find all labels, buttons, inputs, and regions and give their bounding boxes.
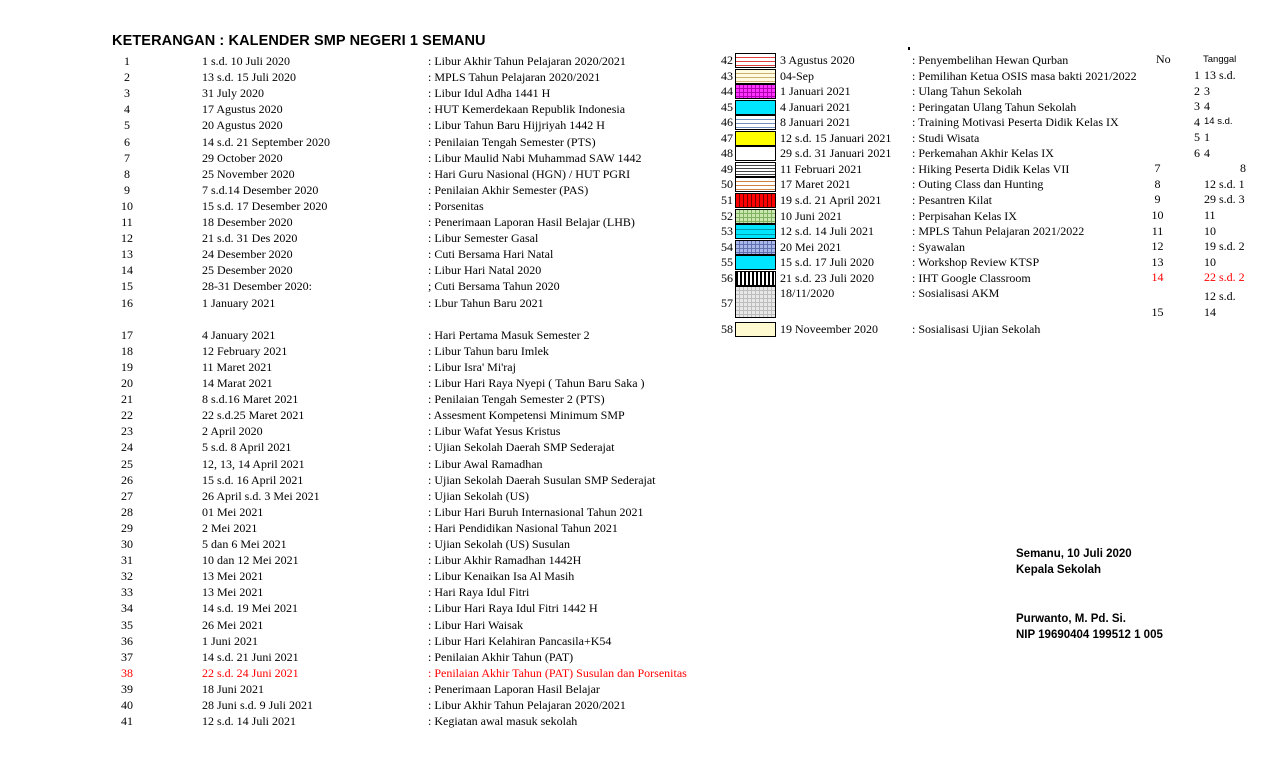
row-number-secondary: 1: [1194, 68, 1200, 82]
row-number-secondary: 5: [1194, 130, 1200, 145]
item-number: 24: [121, 440, 133, 455]
item-date: 28-31 Desember 2020:: [202, 279, 312, 294]
item-number: 40: [121, 698, 133, 712]
legend-number: 54: [721, 239, 733, 254]
item-date: 31 July 2020: [202, 86, 265, 101]
item-number: 18: [121, 343, 133, 358]
row-number-secondary: 2: [1194, 83, 1200, 98]
item-date: 10 dan 12 Mei 2021: [202, 553, 299, 568]
row-number: 9: [1154, 192, 1161, 207]
item-number: 17: [121, 327, 133, 342]
item-number: 8: [124, 166, 130, 181]
item-number: 9: [124, 182, 130, 197]
item-date: 2 Mei 2021: [202, 520, 258, 535]
legend-number: 49: [721, 161, 733, 176]
item-description: : Libur Tahun baru Imlek: [428, 343, 549, 358]
legend-description: : Peringatan Ulang Tahun Sekolah: [912, 99, 1077, 114]
item-description: : Libur Hari Raya Nyepi ( Tahun Baru Saka ): [428, 376, 645, 390]
row-number-secondary: 3: [1194, 99, 1200, 114]
item-number: 15: [121, 279, 133, 294]
legend-date: 29 s.d. 31 Januari 2021: [780, 146, 892, 161]
legend-swatch: [735, 162, 776, 177]
item-number: 23: [121, 424, 133, 439]
item-number: 2: [124, 70, 130, 85]
legend-date: 04-Sep: [780, 68, 814, 83]
column-header-no: No: [1156, 52, 1171, 66]
item-number: 1: [124, 54, 130, 68]
item-description: : Libur Idul Adha 1441 H: [428, 86, 551, 101]
item-description: : Penilaian Akhir Tahun (PAT): [428, 649, 574, 664]
signature-name: Purwanto, M. Pd. Si.: [1016, 613, 1126, 625]
legend-description: : Syawalan: [912, 239, 965, 254]
item-number: 36: [121, 633, 133, 648]
item-number: 19: [121, 359, 133, 374]
item-date: 1 Juni 2021: [202, 633, 259, 648]
item-number: 12: [121, 231, 133, 246]
legend-swatch: [735, 224, 776, 239]
legend-number: 47: [721, 130, 733, 145]
item-number: 13: [121, 247, 133, 262]
item-date: 25 Desember 2020: [202, 263, 293, 278]
item-date: 14 Marat 2021: [202, 376, 273, 390]
item-date: 12, 13, 14 April 2021: [202, 456, 305, 471]
item-description: : Libur Hari Natal 2020: [428, 263, 542, 278]
column-header-tanggal: Tanggal: [1203, 54, 1237, 65]
item-number: 14: [121, 263, 133, 278]
item-description: : Penilaian Akhir Semester (PAS): [428, 182, 589, 197]
legend-description: : Pemilihan Ketua OSIS masa bakti 2021/2022: [912, 68, 1137, 83]
legend-date: 17 Maret 2021: [780, 177, 851, 192]
item-date: 21 s.d. 31 Des 2020: [202, 231, 298, 246]
page-title: KETERANGAN : KALENDER SMP NEGERI 1 SEMANU: [112, 33, 486, 49]
legend-description: : Workshop Review KTSP: [912, 255, 1040, 270]
item-description: : Libur Hari Buruh Internasional Tahun 2021: [428, 504, 644, 519]
item-number: 34: [121, 601, 133, 616]
row-date: 14: [1204, 305, 1216, 319]
legend-number: 52: [721, 208, 733, 223]
legend-number: 44: [721, 84, 733, 99]
item-number: 27: [121, 488, 133, 503]
item-date: 15 s.d. 16 April 2021: [202, 472, 304, 487]
item-date: 14 s.d. 21 September 2020: [202, 134, 330, 149]
item-description: : Ujian Sekolah (US): [428, 488, 529, 503]
legend-description: : Penyembelihan Hewan Qurban: [912, 53, 1069, 67]
legend-number: 42: [721, 53, 733, 67]
legend-date: 8 Januari 2021: [780, 115, 851, 130]
legend-swatch: [735, 240, 776, 255]
legend-swatch: [735, 255, 776, 270]
legend-date: 15 s.d. 17 Juli 2020: [780, 255, 875, 270]
legend-swatch: [735, 100, 776, 115]
row-date: 22 s.d. 2: [1204, 270, 1245, 285]
item-description: : Ujian Sekolah (US) Susulan: [428, 537, 570, 551]
row-number: 13: [1151, 254, 1164, 269]
item-number: 20: [121, 376, 133, 390]
item-date: 24 Desember 2020: [202, 247, 293, 262]
row-date: 12 s.d. 1: [1204, 176, 1245, 191]
legend-date: 18/11/2020: [780, 286, 835, 301]
item-description: : Assesment Kompetensi Minimum SMP: [428, 408, 625, 423]
item-number: 25: [121, 456, 133, 471]
legend-date: 3 Agustus 2020: [780, 53, 855, 67]
item-date: 13 Mei 2021: [202, 585, 264, 600]
legend-swatch: [735, 177, 776, 192]
item-number: 10: [121, 198, 133, 213]
legend-number: 50: [721, 177, 733, 192]
legend-description: : Perpisahan Kelas IX: [912, 208, 1017, 223]
row-number: 8: [1154, 176, 1161, 191]
item-date: 14 s.d. 19 Mei 2021: [202, 601, 298, 616]
legend-swatch: [735, 271, 776, 286]
legend-description: : Sosialisasi AKM: [912, 286, 1000, 301]
legend-description: : Training Motivasi Peserta Didik Kelas IX: [912, 115, 1119, 130]
item-number: 21: [121, 392, 133, 407]
item-description: : Libur Hari Kelahiran Pancasila+K54: [428, 633, 612, 648]
item-date: 8 s.d.16 Maret 2021: [202, 392, 299, 407]
legend-swatch: [735, 193, 776, 208]
item-date: 22 s.d.25 Maret 2021: [202, 408, 305, 423]
legend-swatch: [735, 286, 776, 318]
row-date: 29 s.d. 3: [1204, 192, 1245, 207]
item-description: : MPLS Tahun Pelajaran 2020/2021: [428, 70, 601, 85]
item-description: : Penilaian Tengah Semester 2 (PTS): [428, 392, 605, 407]
legend-description: : Pesantren Kilat: [912, 193, 992, 207]
legend-number: 45: [721, 99, 733, 114]
legend-number: 46: [721, 115, 733, 130]
item-number: 7: [124, 150, 130, 165]
item-description: : Libur Akhir Ramadhan 1442H: [428, 553, 582, 568]
row-number-secondary: 6: [1194, 145, 1200, 160]
legend-swatch: [735, 146, 776, 161]
legend-number: 55: [721, 255, 733, 270]
item-description: : Libur Isra' Mi'raj: [428, 359, 516, 374]
item-description: : Hari Pendidikan Nasional Tahun 2021: [428, 520, 618, 535]
legend-number: 53: [721, 224, 733, 239]
legend-date: 12 s.d. 15 Januari 2021: [780, 130, 892, 145]
item-description: : Ujian Sekolah Daerah Susulan SMP Sederajat: [428, 472, 656, 487]
signature-place-date: Semanu, 10 Juli 2020: [1016, 548, 1132, 560]
legend-swatch: [735, 69, 776, 84]
row-date: 13 s.d.: [1204, 68, 1236, 82]
legend-description: : Perkemahan Akhir Kelas IX: [912, 146, 1054, 161]
item-description: : Libur Hari Raya Idul Fitri 1442 H: [428, 601, 598, 616]
item-date: 4 January 2021: [202, 327, 276, 342]
item-number: 30: [121, 537, 133, 551]
item-date: 26 Mei 2021: [202, 617, 264, 632]
legend-swatch: [735, 115, 776, 130]
legend-swatch: [735, 322, 776, 337]
item-description: ; Cuti Bersama Tahun 2020: [428, 279, 560, 294]
row-number: 14: [1151, 270, 1164, 285]
item-number: 32: [121, 569, 133, 584]
legend-number: 51: [721, 193, 733, 207]
legend-description: : IHT Google Classroom: [912, 270, 1031, 285]
legend-number: 56: [721, 270, 733, 285]
legend-swatch: [735, 131, 776, 146]
row-number-secondary: 4: [1194, 114, 1200, 129]
row-date: 12 s.d.: [1204, 289, 1236, 303]
item-description: : Libur Semester Gasal: [428, 231, 539, 246]
signature-nip: NIP 19690404 199512 1 005: [1016, 629, 1163, 641]
signature-position: Kepala Sekolah: [1016, 564, 1102, 576]
item-number: 41: [121, 714, 133, 729]
row-date: 10: [1204, 254, 1216, 269]
item-date: 7 s.d.14 Desember 2020: [202, 182, 319, 197]
legend-description: : Hiking Peserta Didik Kelas VII: [912, 161, 1070, 176]
legend-date: 21 s.d. 23 Juli 2020: [780, 270, 875, 285]
row-number: 15: [1151, 305, 1164, 319]
item-date: 13 s.d. 15 Juli 2020: [202, 70, 297, 85]
item-description: : Libur Tahun Baru Hijjriyah 1442 H: [428, 118, 605, 133]
legend-date: 19 Noveember 2020: [780, 322, 878, 336]
item-date: 2 April 2020: [202, 424, 263, 439]
item-description: : Lbur Tahun Baru 2021: [428, 295, 544, 310]
item-description: : Penerimaan Laporan Hasil Belajar (LHB): [428, 215, 635, 229]
item-date: 26 April s.d. 3 Mei 2021: [202, 488, 320, 503]
item-number: 5: [124, 118, 130, 133]
item-number: 16: [121, 295, 133, 310]
legend-date: 4 Januari 2021: [780, 99, 851, 114]
legend-number: 58: [721, 322, 733, 336]
item-description: : HUT Kemerdekaan Republik Indonesia: [428, 102, 626, 117]
item-date: 1 January 2021: [202, 295, 276, 310]
item-date: 12 s.d. 14 Juli 2021: [202, 714, 297, 729]
item-date: 14 s.d. 21 Juni 2021: [202, 649, 299, 664]
legend-date: 12 s.d. 14 Juli 2021: [780, 224, 875, 239]
item-date: 29 October 2020: [202, 150, 283, 165]
legend-description: : Studi Wisata: [912, 130, 980, 145]
item-number: 31: [121, 553, 133, 568]
item-date: 11 Maret 2021: [202, 359, 273, 374]
legend-swatch: [735, 209, 776, 224]
legend-date: 11 Februari 2021: [780, 161, 863, 176]
item-description: : Libur Awal Ramadhan: [428, 456, 543, 471]
row-date: 19 s.d. 2: [1204, 239, 1245, 254]
item-date: 18 Desember 2020: [202, 215, 293, 229]
item-description: : Penilaian Tengah Semester (PTS): [428, 134, 596, 149]
item-description: : Libur Hari Waisak: [428, 617, 524, 632]
row-number: 10: [1151, 208, 1164, 222]
item-description: : Hari Guru Nasional (HGN) / HUT PGRI: [428, 166, 631, 181]
legend-date: 1 Januari 2021: [780, 84, 851, 99]
item-number: 33: [121, 585, 133, 600]
item-description: : Penilaian Akhir Tahun (PAT) Susulan dan Porsenitas: [428, 665, 687, 680]
item-date: 1 s.d. 10 Juli 2020: [202, 54, 291, 68]
item-number: 28: [121, 504, 133, 519]
legend-description: : Ulang Tahun Sekolah: [912, 84, 1022, 99]
item-number: 37: [121, 649, 133, 664]
item-date: 17 Agustus 2020: [202, 102, 283, 117]
item-date: 13 Mei 2021: [202, 569, 264, 584]
row-date: 1: [1204, 130, 1210, 145]
legend-number: 57: [721, 296, 733, 311]
legend-number: 48: [721, 146, 733, 161]
item-number: 3: [124, 86, 130, 101]
item-date: 5 s.d. 8 April 2021: [202, 440, 292, 455]
item-description: : Libur Maulid Nabi Muhammad SAW 1442: [428, 150, 642, 165]
row-date: 4: [1204, 99, 1210, 114]
item-number: 6: [124, 134, 130, 149]
item-number: 29: [121, 520, 133, 535]
item-date: 20 Agustus 2020: [202, 118, 283, 133]
row-number: 11: [1151, 223, 1164, 238]
legend-number: 43: [721, 68, 733, 83]
row-date: 4: [1204, 145, 1210, 160]
row-date: 11: [1204, 208, 1216, 222]
item-number: 39: [121, 681, 133, 696]
item-date: 15 s.d. 17 Desember 2020: [202, 198, 328, 213]
item-description: : Libur Kenaikan Isa Al Masih: [428, 569, 575, 584]
item-date: 25 November 2020: [202, 166, 295, 181]
item-date: 22 s.d. 24 Juni 2021: [202, 665, 299, 680]
item-description: : Penerimaan Laporan Hasil Belajar: [428, 681, 600, 696]
item-description: : Ujian Sekolah Daerah SMP Sederajat: [428, 440, 615, 455]
legend-date: 20 Mei 2021: [780, 239, 842, 254]
row-number: 7: [1154, 161, 1161, 176]
legend-swatch: [735, 84, 776, 99]
item-description: : Porsenitas: [428, 198, 484, 213]
item-date: 5 dan 6 Mei 2021: [202, 537, 287, 551]
item-number: 38: [121, 665, 133, 680]
row-date: 8: [1240, 161, 1246, 176]
item-description: : Libur Akhir Tahun Pelajaran 2020/2021: [428, 698, 626, 712]
row-date: 3: [1204, 83, 1210, 98]
item-description: : Libur Akhir Tahun Pelajaran 2020/2021: [428, 54, 626, 68]
item-description: : Hari Raya Idul Fitri: [428, 585, 530, 600]
item-number: 22: [121, 408, 133, 423]
item-number: 11: [121, 215, 133, 229]
item-date: 28 Juni s.d. 9 Juli 2021: [202, 698, 314, 712]
legend-description: : Outing Class dan Hunting: [912, 177, 1044, 192]
row-date: 14 s.d.: [1204, 115, 1233, 127]
mark-tick: [908, 47, 910, 50]
legend-description: : MPLS Tahun Pelajaran 2021/2022: [912, 224, 1085, 239]
item-description: : Libur Wafat Yesus Kristus: [428, 424, 561, 439]
legend-description: : Sosialisasi Ujian Sekolah: [912, 322, 1041, 336]
item-date: 01 Mei 2021: [202, 504, 264, 519]
item-number: 26: [121, 472, 133, 487]
item-date: 18 Juni 2021: [202, 681, 265, 696]
item-date: 12 February 2021: [202, 343, 288, 358]
legend-date: 19 s.d. 21 April 2021: [780, 193, 882, 207]
row-date: 10: [1204, 223, 1216, 238]
legend-date: 10 Juni 2021: [780, 208, 843, 223]
row-number: 12: [1151, 239, 1164, 254]
item-description: : Kegiatan awal masuk sekolah: [428, 714, 578, 729]
item-description: : Cuti Bersama Hari Natal: [428, 247, 554, 262]
legend-swatch: [735, 53, 776, 68]
item-number: 4: [124, 102, 130, 117]
item-number: 35: [121, 617, 133, 632]
item-description: : Hari Pertama Masuk Semester 2: [428, 327, 590, 342]
